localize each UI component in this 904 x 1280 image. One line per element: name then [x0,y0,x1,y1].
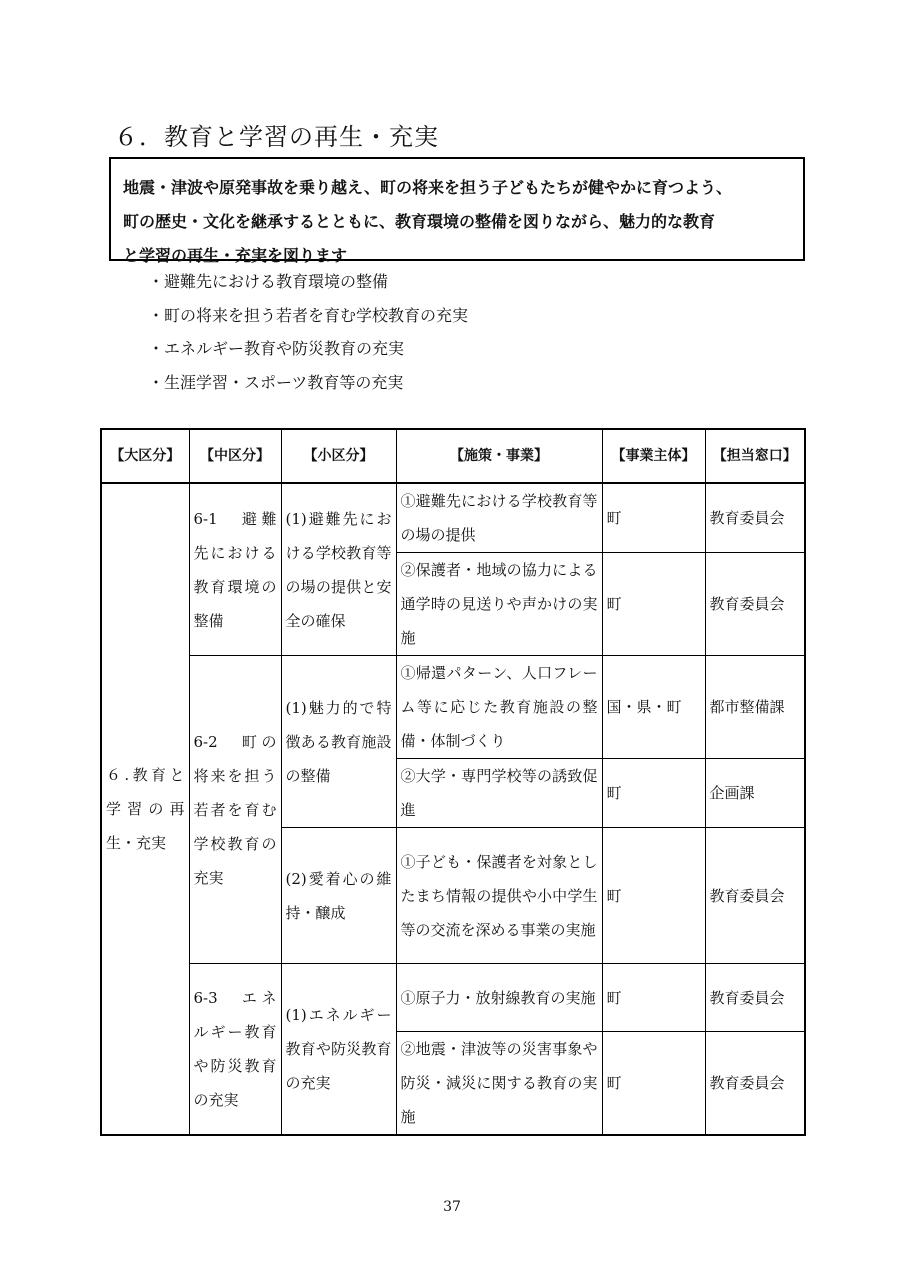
chu-category: 6-3 エネルギー教育や防災教育の充実 [189,964,281,1136]
summary-line: と学習の再生・充実を図ります [123,246,348,265]
shisaku-cell: ②大学・専門学校等の誘致促進 [396,759,602,828]
shisaku-cell: ②地震・津波等の災害事象や防災・減災に関する教育の実施 [396,1032,602,1136]
bullet-item: ・生涯学習・スポーツ教育等の充実 [148,372,404,392]
shutai-cell: 国・県・町 [602,656,705,759]
chu-category: 6-1 避難先における教育環境の整備 [189,483,281,656]
shutai-cell: 町 [602,964,705,1032]
shutai-cell: 町 [602,1032,705,1136]
madoguchi-cell: 教育委員会 [705,483,805,553]
madoguchi-cell: 教育委員会 [705,1032,805,1136]
madoguchi-cell: 教育委員会 [705,553,805,656]
chu-category: 6-2 町の将来を担う若者を育む学校教育の充実 [189,656,281,964]
page-number: 37 [443,1199,461,1215]
bullet-item: ・町の将来を担う若者を育む学校教育の充実 [148,305,469,325]
table-row [101,483,805,553]
shisaku-cell: ①帰還パターン、人口フレーム等に応じた教育施設の整備・体制づくり [396,656,602,759]
sho-category: (1)避難先における学校教育等の場の提供と安全の確保 [281,483,396,656]
header-sho: 【小区分】 [281,429,396,483]
sho-category: (2)愛着心の維持・醸成 [281,828,396,964]
summary-box [109,157,805,265]
bullet-item: ・エネルギー教育や防災教育の充実 [148,339,405,358]
dai-category: ６.教育と学習の再生・充実 [101,483,189,1135]
shisaku-cell: ②保護者・地域の協力による通学時の見送りや声かけの実施 [396,553,602,656]
sho-category: (1)魅力的で特徴ある教育施設の整備 [281,656,396,828]
header-chu: 【中区分】 [189,429,281,483]
header-dai: 【大区分】 [101,429,189,483]
shisaku-cell: ①避難先における学校教育等の場の提供 [396,483,602,553]
madoguchi-cell: 都市整備課 [705,656,805,759]
madoguchi-cell: 教育委員会 [705,828,805,964]
shutai-cell: 町 [602,759,705,828]
madoguchi-cell: 企画課 [705,759,805,828]
table-row [101,964,805,1032]
section-heading: ６．教育と学習の再生・充実 [114,123,439,151]
bullet-list [148,265,468,399]
header-shutai: 【事業主体】 [602,429,705,483]
madoguchi-cell: 教育委員会 [705,964,805,1032]
sho-category: (1)エネルギー教育や防災教育の充実 [281,964,396,1136]
shutai-cell: 町 [602,483,705,553]
bullet-item: ・避難先における教育環境の整備 [148,272,389,291]
shutai-cell: 町 [602,828,705,964]
shutai-cell: 町 [602,553,705,656]
header-shisaku: 【施策・事業】 [396,429,602,483]
summary-line: 町の歴史・文化を継承するとともに、教育環境の整備を図りながら、魅力的な教育 [123,212,716,231]
policy-table [100,428,806,1136]
table-header-row [101,429,805,483]
header-madoguchi: 【担当窓口】 [705,429,805,483]
shisaku-cell: ①原子力・放射線教育の実施 [396,964,602,1032]
table-row [101,656,805,759]
summary-line: 地震・津波や原発事故を乗り越え、町の将来を担う子どもたちが健やかに育つよう、 [123,178,732,197]
shisaku-cell: ①子ども・保護者を対象としたまち情報の提供や小中学生等の交流を深める事業の実施 [396,828,602,964]
